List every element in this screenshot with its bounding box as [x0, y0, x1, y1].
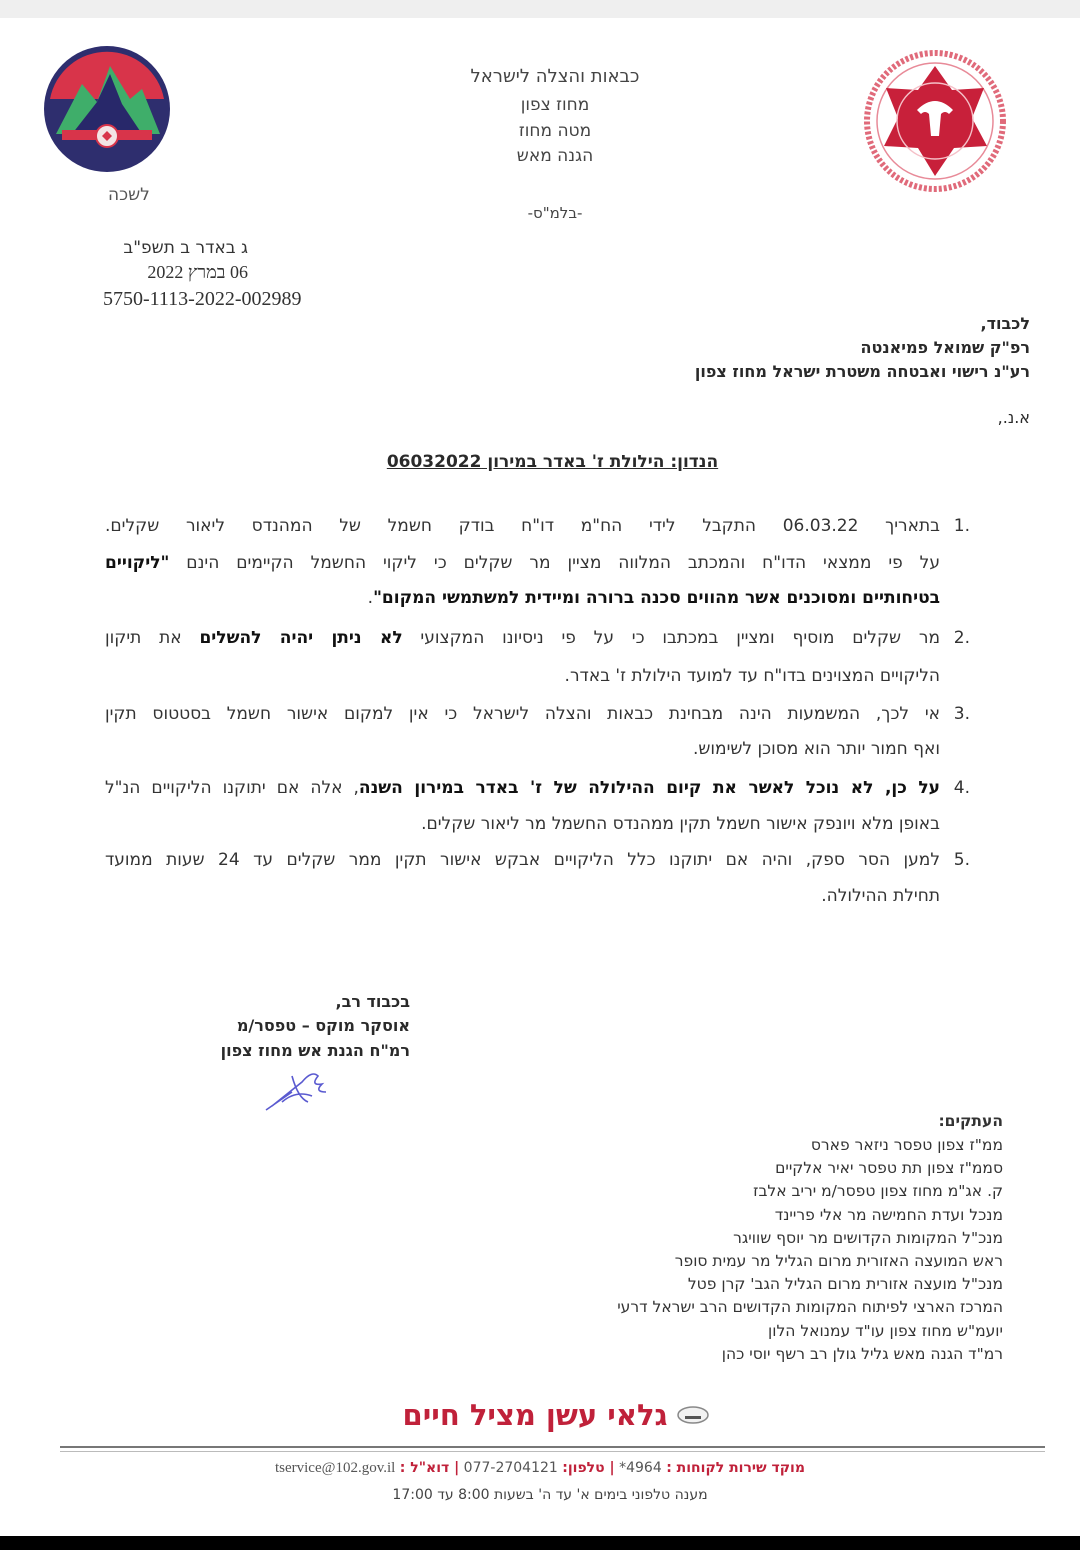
service-number: 4964* [619, 1460, 662, 1476]
item-3-line: אי לכך, המשמעות הינה מבחינת כבאות והצלה לישראל כי אין למקום אישור חשמל בסטטוס תקין [105, 704, 940, 724]
fire-rescue-emblem [862, 48, 1008, 194]
copy-recipient: ראש המועצה האזורית מרום הגליל מר עמית סופר [674, 1252, 1003, 1270]
text-run: , אלה אם יתוקנו הליקויים הנ"ל [105, 778, 359, 798]
hebrew-date: ג באדר ב תשפ"ב [123, 238, 248, 258]
item-number: 1. [953, 516, 970, 536]
bottom-bar [0, 1536, 1080, 1550]
greeting: א.נ., [997, 408, 1030, 427]
phone-label: | טלפון: [562, 1460, 615, 1476]
copy-recipient: יועמ"ש מחוז צפון עו"ד עמנואל הלון [768, 1322, 1003, 1340]
signer-name: אוסקר מוקס – טפסר/מ [236, 1016, 410, 1035]
contact-line [150, 1460, 930, 1477]
closing: בכבוד רב, [335, 992, 410, 1011]
gregorian-date: 06 במרץ 2022 [147, 262, 248, 282]
copies-title: העתקים: [938, 1112, 1003, 1130]
reference-number: 5750-1113-2022-002989 [103, 288, 302, 310]
copy-recipient: מנכל ועדת החמישה מר אלי פריינד [774, 1206, 1003, 1224]
item-2-line: הליקויים המצוינים בדו"ח עד למועד הילולת ז' באדר. [564, 666, 940, 686]
item-5-line: תחילת ההילולה. [821, 886, 940, 906]
item-3-line: ואף חמור יותר הוא מסוכן לשימוש. [692, 739, 940, 759]
org-name: כבאות והצלה לישראל [470, 66, 640, 87]
bold-run: בטיחותיים ומסוכנים אשר מהווים סכנה ברורה ומיידית למשתמשי המקום" [373, 588, 940, 608]
footer-divider [60, 1446, 1045, 1452]
bold-run: על כן, לא נוכל לאשר את קיום ההילולה של ז' באדר במירון השנה [358, 778, 940, 798]
dept-name: הגנה מאש [516, 146, 594, 166]
hq-name: מטה מחוז [518, 121, 592, 141]
item-1-line: בתאריך 06.03.22 התקבל לידי הח"מ דו"ח בודק חשמל של המהנדס ליאור שקלים. [105, 516, 941, 536]
copy-recipient: סממ"ז צפון תת טפסר יאיר אלקיים [775, 1159, 1003, 1177]
text-run: על פי ממצאי הדו"ח והמכתב המלווה מציין מר שקלים כי ליקוי החשמל הקיימים הינם [169, 553, 940, 573]
item-number: 5. [953, 850, 970, 870]
office-label: לשכה [108, 185, 150, 205]
item-1-line [105, 588, 940, 608]
text-run: מר שקלים מוסיף ומציין במכתבו כי על פי ניסיונו המקצועי [402, 628, 940, 648]
item-1-line [105, 553, 940, 573]
item-number: 3. [953, 704, 970, 724]
copy-recipient: רמ"ד הגנה מאש גליל גולן רב רשף יוסי כהן [721, 1345, 1003, 1363]
copy-recipient: מנכ"ל המקומות הקדושים מר יוסף שוויגר [733, 1229, 1003, 1247]
salutation: לכבוד, [980, 314, 1030, 333]
text-run: את תיקון [105, 628, 200, 648]
bold-run: "ליקויים [105, 553, 170, 573]
northern-district-logo [42, 44, 172, 174]
copy-recipient: ממ"ז צפון טפסר ניזאר פארס [810, 1136, 1003, 1154]
handwritten-signature [262, 1062, 334, 1114]
addressee-name: רפ"ק שמואל פמיאנטה [860, 338, 1030, 357]
footer-slogan: גלאי עשן מציל חיים [402, 1398, 668, 1432]
item-2-line [105, 628, 940, 648]
item-4-line [105, 778, 940, 798]
text-run: . [367, 588, 374, 608]
item-4-line: באופן מלא ויונפק אישור חשמל תקין ממהנדס החשמל מר ליאור שקלים. [421, 814, 940, 834]
item-number: 2. [953, 628, 970, 648]
copy-recipient: ק. אג"מ מחוז צפון טפסר/מ יריב אלבז [753, 1182, 1003, 1200]
phone-number: 077-2704121 [463, 1460, 558, 1476]
subject: הנדון: הילולת ז' באדר במירון 06032022 [386, 452, 719, 472]
addressee-role: רע"נ רישוי ואבטחה משטרת ישראל מחוז צפון [694, 362, 1030, 381]
email-label: | דוא"ל : [399, 1460, 460, 1476]
top-bar [0, 0, 1080, 18]
copy-recipient: מנכ"ל מועצה אזורית מרום הגליל הגב' קרן פטל [687, 1275, 1003, 1293]
service-label: מוקד שירות לקוחות : [666, 1460, 805, 1476]
smoke-detector-icon [676, 1404, 710, 1426]
item-5-line: למען הסר ספק, והיה אם יתוקנו כלל הליקויים אבקש אישור תקין ממר שקלים עד 24 שעות ממועד [105, 850, 940, 870]
copy-recipient: המרכז הארצי לפיתוח המקומות הקדושים הרב ישראל דרעי [617, 1298, 1003, 1316]
bold-run: לא ניתן יהיה להשלים [199, 628, 403, 648]
email-address[interactable]: tservice@102.gov.il [274, 1460, 396, 1476]
classification: -בלמ"ס- [527, 204, 583, 222]
signer-title: רמ"ח הגנת אש מחוז צפון [220, 1041, 410, 1060]
service-hours: מענה טלפוני בימים א' עד ה' בשעות 8:00 עד 17:00 [392, 1487, 708, 1503]
district-name: מחוז צפון [520, 95, 590, 115]
item-number: 4. [953, 778, 970, 798]
